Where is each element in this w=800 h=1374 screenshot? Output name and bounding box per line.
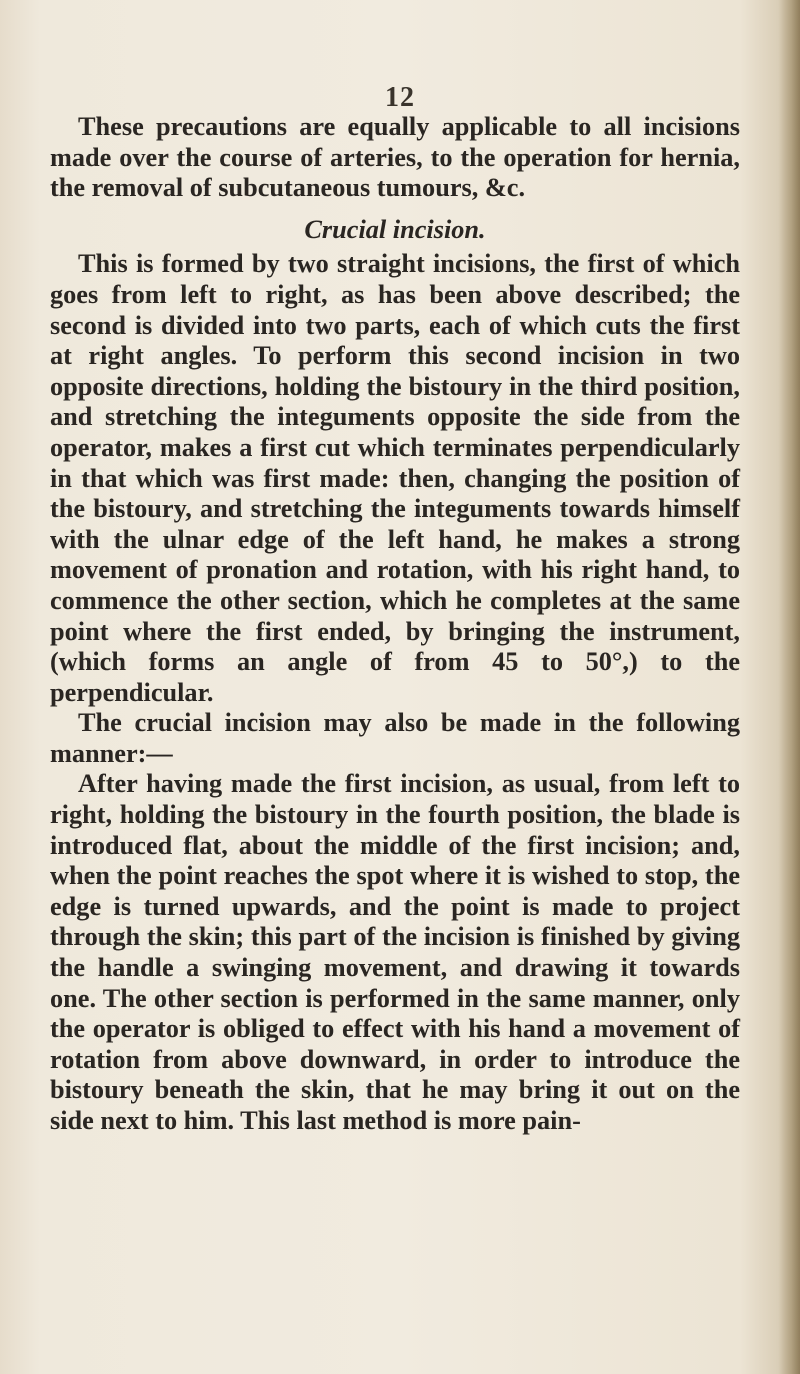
section-heading: Crucial incision. [304,214,486,244]
page-edge-shadow [778,0,800,1374]
paragraph-fourth-position: After having made the first incision, as usual, from left to right, holding the bistoury in the fourth position, the blade is introduced flat, about the middle of the first incision; and, when the point reaches the spot where it is wished to stop, the edge is turned upwards, and the point is made to project through the skin; this part of the incision is finished by giving the handle a swinging movement, and drawing it towards one. The other section is performed in the same manner, only the operator is obliged to effect with his hand a movement of rotation from above downward, in order to introduce the bistoury beneath the skin, that he may bring it out on the side next to him. This last method is more pain- [50,769,740,1135]
paragraph-alternative-method: The crucial incision may also be made in the following manner:— [50,708,740,768]
page-number: 12 [385,82,415,113]
paragraph-crucial-incision: This is formed by two straight incisions, the first of which goes from left to right, as has been above described; the second is divided into two parts, each of which cuts the first at right angles. To perform this second incision in two opposite directions, holding the bistoury in the third position, and stretching the integuments opposite the side from the operator, makes a first cut which terminates perpendicularly in that which was first made: then, changing the position of the bistoury, and stretching the integuments towards himself with the ulnar edge of the left hand, he makes a strong movement of pronation and rotation, with his right hand, to commence the other section, which he completes at the same point where the first ended, by bringing the instrument, (which forms an angle of from 45 to 50°,) to the perpendicular. [50,249,740,707]
body-text [50,112,740,1137]
paragraph-precautions: These precautions are equally applicable to all incisions made over the course of arteries, to the operation for hernia, the removal of subcutaneous tumours, &c. [50,112,740,203]
